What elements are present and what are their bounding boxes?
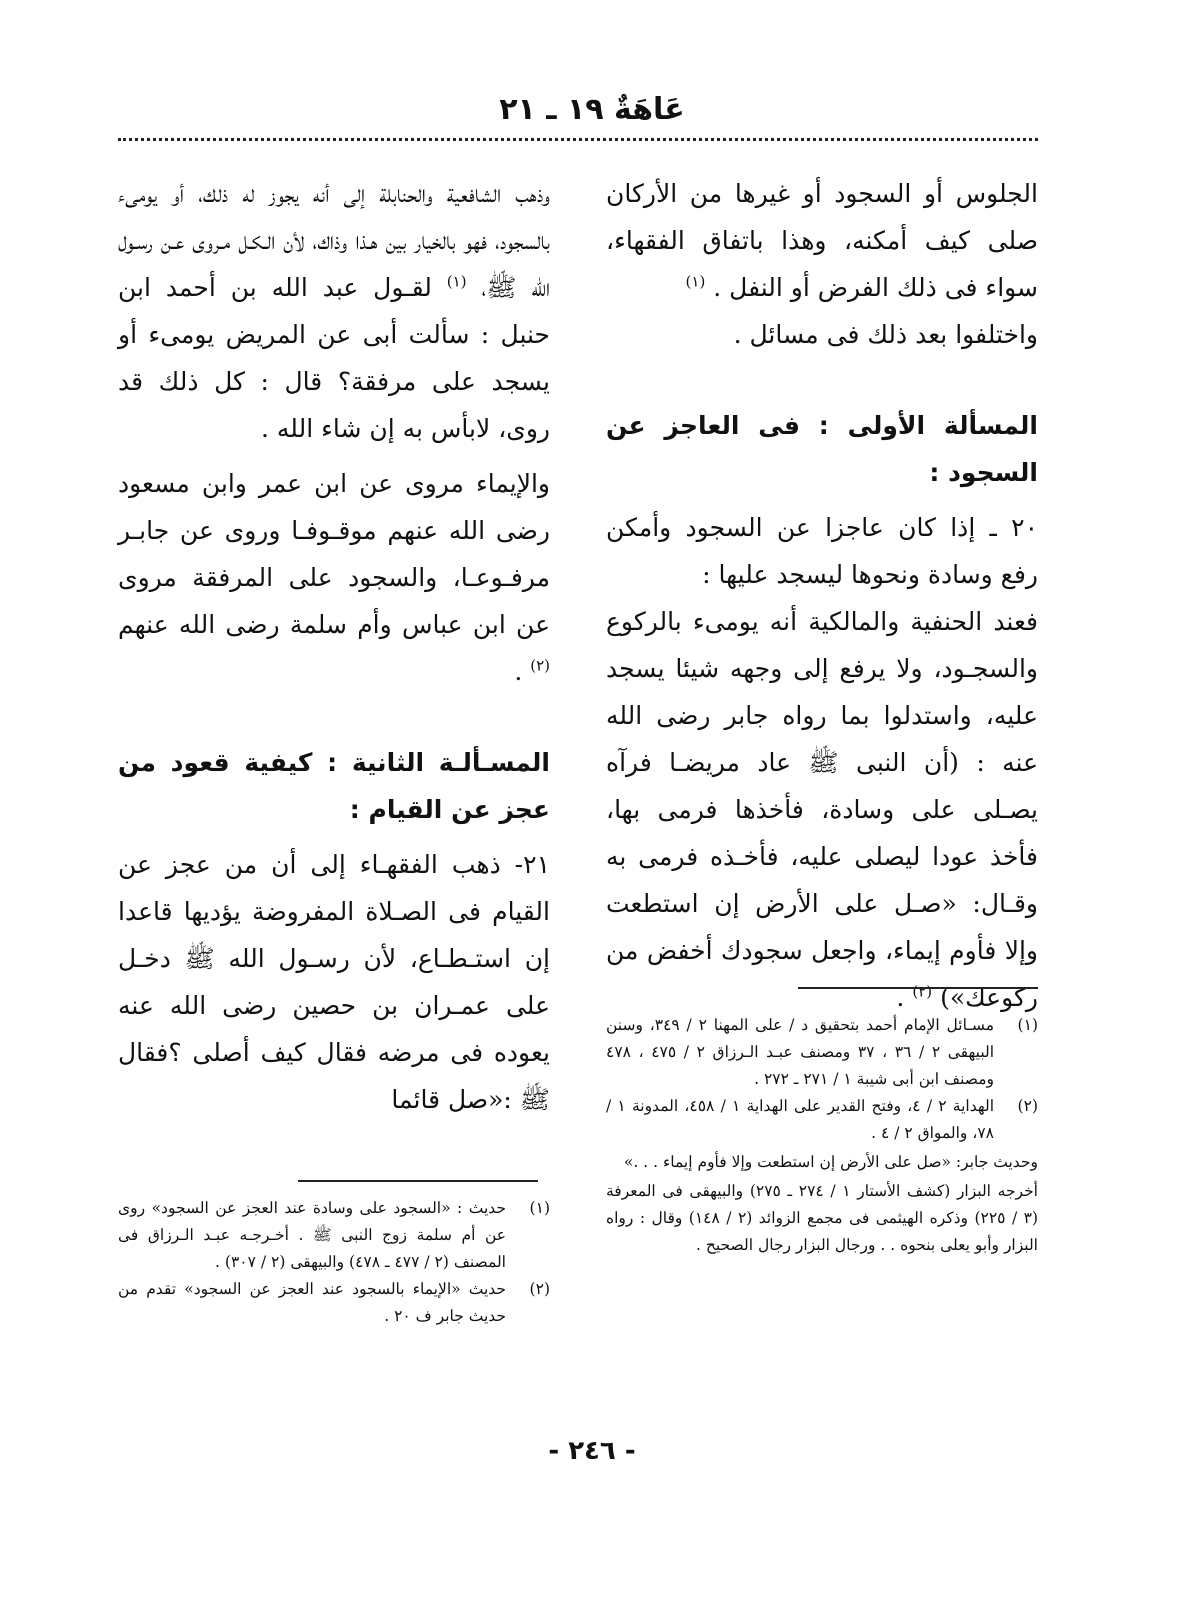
footnote-ref: (١): [446, 272, 467, 291]
footnote-text: وحديث جابر: «صل على الأرض إن استطعت وإلا فأوم إيماء . . .»: [623, 1153, 1038, 1171]
paragraph: [606, 170, 1038, 311]
footnote-number: (٢): [1017, 1097, 1038, 1115]
footnote: [118, 1276, 550, 1330]
footnote-separator: [298, 1180, 538, 1182]
footnote: [606, 1012, 1038, 1093]
paragraph: ٢١- ذهب الفقهـاء إلى أن من عجز عن القيام فى الصـلاة المفروضة يؤديها قاعدا إن استـطـاع، لأن رسـول الله ﷺ دخـل على عمـران بن حصين رضى الله عنه يعوده فى مرضه فقال كيف أصلى ؟فقال ﷺ :«صل قائما: [118, 850, 550, 1114]
left-column: [118, 170, 550, 1123]
footnote-number: (١): [1017, 1016, 1038, 1034]
footnote-text: مسـائل الإمام أحمد بتحقيق د / على المهنا ٢ / ٣٤٩، وسنن البيهقى ٢ / ٣٦ ، ٣٧ ومصنف عبـد الـرزاق ٢ / ٤٧٥ ، ٤٧٨ ومصنف ابن أبى شيبة ١ / ٢٧١ ـ ٢٧٢ .: [606, 1016, 995, 1088]
paragraph-end: .: [514, 657, 523, 686]
footnote-number: (٢): [529, 1280, 550, 1298]
paragraph: [606, 598, 1038, 1021]
footnotes-right: [606, 1012, 1038, 1259]
footnote-separator: [798, 987, 1038, 989]
running-header: عَاهَةٌ ١٩ ـ ٢١: [499, 92, 685, 127]
paragraph-end: .: [896, 983, 905, 1012]
right-column: [606, 170, 1038, 1021]
page-number: - ٢٤٦ -: [548, 1436, 636, 1466]
paragraph-text: الجلوس أو السجود أو غيرها من الأركان صلى كيف أمكنه، وهذا باتفاق الفقهاء، سواء فى ذلك الفرض أو النفل .: [606, 179, 1038, 302]
footnote-ref: (٢): [530, 656, 550, 675]
footnote-text: حديث : «السجود على وسادة عند العجز عن السجود» روى عن أم سلمة زوج النبى ﷺ . أخـرجـه عبـد الـرزاق فى المصنف (٢ / ٤٧٧ ـ ٤٧٨) والبيهقى (٢ / ٣٠٧) .: [118, 1199, 506, 1271]
paragraph: واختلفوا بعد ذلك فى مسائل .: [733, 320, 1038, 349]
footnote: [118, 1195, 550, 1276]
footnotes-left: [118, 1195, 550, 1330]
paragraph-text: لقـول عبد الله بن أحمد ابن حنبل : سألت أبى عن المريض يومىء أو يسجد على مرفقة؟ قال : كل ذلك قد روى، لابأس به إن شاء الله .: [118, 273, 550, 443]
footnote-text: الهداية ٢ / ٤، وفتح القدير على الهداية ١ / ٤٥٨، المدونة ١ / ٧٨، والمواق ٢ / ٤ .: [606, 1097, 995, 1142]
paragraph: [118, 460, 550, 695]
footnote: [606, 1093, 1038, 1147]
header-dotted-rule: [118, 138, 1038, 141]
paragraph: ٢٠ ـ إذا كان عاجزا عن السجود وأمكن رفع وسادة ونحوها ليسجد عليها :: [606, 513, 1038, 589]
footnote-ref: (١): [685, 272, 706, 291]
footnote-text: حديث «الإيماء بالسجود عند العجز عن السجود» تقدم من حديث جابر ف ٢٠ .: [118, 1280, 506, 1325]
footnote-ref: (٢): [912, 982, 933, 1001]
section-heading: المسـألـة الثانية : كيفية قعود من عجز عن القيام :: [118, 748, 550, 824]
paragraph-text: والإيماء مروى عن ابن عمر وابن مسعود رضى الله عنهم موقـوفـا وروى عن جابـر مرفـوعـا، والسجود على المرفقة مروى عن ابن عباس وأم سلمة رضى الله عنهم: [118, 469, 550, 639]
paragraph-text: فعند الحنفية والمالكية أنه يومىء بالركوع والسجـود، ولا يرفع إلى وجهه شيئا يسجد عليه، واستدلوا بما رواه جابر رضى الله عنه : (أن النبى ﷺ عاد مريضـا فرآه يصـلى على وسادة، فأخذها فرمى بها، فأخذ عودا ليصلى عليه، فأخـذه فرمى به وقـال: «صـل على الأرض إن استطعت وإلا فأوم إيماء، واجعل سجودك أخفض من ركوعك»): [606, 607, 1038, 1012]
footnote-number: (١): [529, 1199, 550, 1217]
paragraph-text: وذهب الشافعية والحنابلة إلى أنه يجوز له ذلك، أو يومىء بالسجود، فهو بالخيار بين هـذا وذاك، لأن الـكـل مـروى عـن رسـول الله ﷺ،: [118, 179, 551, 302]
section-heading: المسألة الأولى : فى العاجز عن السجود :: [606, 411, 1038, 487]
footnote-text: أخرجه البزار (كشف الأستار ١ / ٢٧٤ ـ ٢٧٥) والبيهقى فى المعرفة (٣ / ٢٢٥) وذكره الهيثمى فى مجمع الزوائد (٢ / ١٤٨) وقال : رواه البزار وأبو يعلى بنحوه . . ورجال البزار رجال الصحيح .: [606, 1182, 1039, 1254]
paragraph: [118, 170, 550, 452]
